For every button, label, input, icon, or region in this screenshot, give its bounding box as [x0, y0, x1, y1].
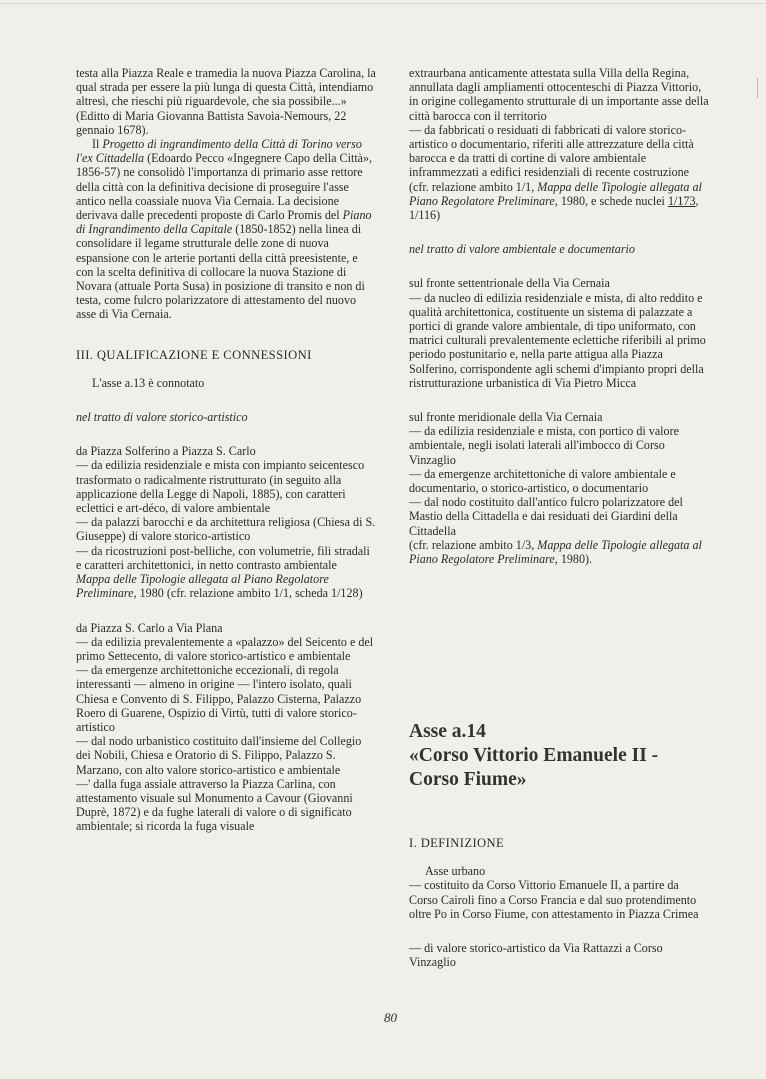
right-column	[409, 66, 709, 566]
reference: (cfr. relazione ambito 1/3, Mappa delle Tipologie allegata al Piano Regolatore Preliminare, 1980).	[409, 537, 702, 567]
reference: Mappa delle Tipologie allegata al Piano Regolatore Preliminare, 1980 (cfr. relazione ambito 1/1, scheda 1/128)	[76, 572, 363, 601]
list-item: — da emergenze architettoniche eccezionali, di regola interessanti — almeno in origine — l'intero isolato, quali Chiesa e Convento di S. Filippo, Palazzo Cisterna, Palazzo Roero di Guarene, Ospizio di Virtù, tutti di valore storico-artistico	[76, 663, 362, 734]
asse-title: Asse a.14	[409, 721, 486, 742]
list-item: — da edilizia residenziale e mista con impianto seicentesco trasformato o radicalmente ristrutturato (in seguito alla applicazione della Legge di Napoli, 1885), con caratteri eclettici e art-déco, di valore ambientale	[76, 458, 365, 516]
list-item: — dal nodo urbanistico costituito dall'insieme del Collegio dei Nobili, Chiesa e Oratorio di S. Filippo, Palazzo S. Marzano, con alto valore storico-artistico e ambientale	[76, 734, 362, 777]
asse-subtitle-2: Corso Fiume»	[409, 769, 527, 790]
paragraph-editto: testa alla Piazza Reale e tramedia la nuova Piazza Carolina, la qual strada per essere la più lunga di questa Città, intendiamo altresì, che rieschi più riguardevole, che sia possibile...» (Editto di Maria Giovanna Battista Savoia-Nemours, 22 gennaio 1678).	[76, 66, 376, 137]
segment-heading: da Piazza S. Carlo a Via Plana	[76, 620, 223, 635]
segment-heading: sul fronte meridionale della Via Cernaia	[409, 410, 603, 425]
list-item: — di valore storico-artistico da Via Rattazzi a Corso Vinzaglio	[409, 941, 663, 970]
list-item: — da nucleo di edilizia residenziale e mista, di alto reddito e qualità architettonica, costituente un sistema di palazzate a portici di grande valore ambientale, di tipo uniformato, con matrici culturali prevalentemente eclettiche riferibili al primo periodo postunitario e, nella parte attigua alla Piazza Solferino, corrispondente agli schemi d'impianto propri della ristrutturazione urbanistica di Via Pietro Micca	[409, 290, 706, 390]
reference: (cfr. relazione ambito 1/1, Mappa delle Tipologie allegata al Piano Regolatore Preliminare, 1980, e schede nuclei 1/173, 1/116)	[409, 179, 702, 223]
asse-heading	[409, 720, 739, 792]
top-rule	[0, 3, 766, 4]
list-item: — da edilizia prevalentemente a «palazzo» del Seicento e del primo Settecento, di valore storico-artistico e ambientale	[76, 634, 374, 663]
list-item: — dal nodo costituito dall'antico fulcro polarizzatore del Mastio della Cittadella e dai residuati dei Giardini della Cittadella	[409, 495, 683, 538]
list-item: — da fabbricati o residuati di fabbricati di valore storico-artistico o documentario, riferiti alle attrezzature della città barocca e da tratti di cortine di valore ambientale inframmezzati a edifici residenziali di recente costruzione	[409, 122, 694, 180]
tratto-heading: nel tratto di valore storico-artistico	[76, 410, 248, 425]
connotato-line: L'asse a.13 è connotato	[92, 375, 205, 390]
tratto-heading: nel tratto di valore ambientale e documentario	[409, 242, 635, 257]
section-heading-qualificazione: III. QUALIFICAZIONE E CONNESSIONI	[76, 347, 312, 362]
list-item: — da emergenze architettoniche di valore ambientale e documentario, o storico-artistico, o documentario	[409, 466, 676, 496]
left-column	[76, 66, 376, 834]
paragraph-continued: extraurbana anticamente attestata sulla Villa della Regina, annullata dagli ampliamenti ottocenteschi di Piazza Vittorio, in origine collegamento strutturale di un importante asse della città barocca con il territorio	[409, 66, 709, 123]
page-number: 80	[384, 1010, 397, 1025]
margin-mark	[757, 78, 758, 98]
asse-urbano-line: Asse urbano	[425, 864, 486, 879]
asse-subtitle-1: «Corso Vittorio Emanuele II -	[409, 745, 659, 766]
paragraph-progetto: Il Progetto di ingrandimento della Città di Torino verso l'ex Cittadella (Edoardo Pecco «Ingegnere Capo della Città», 1856-57) ne consolidò l'importanza di primario asse rettore della città con la definitiva decisione di proseguire l'asse antico nella coassiale nuova Via Cernaia. La decisione derivava dalle precedenti proposte di Carlo Promis del Piano di Ingrandimento della Capitale (1850-1852) nella linea di consolidare il legame strutturale delle zone di nuova espansione con le arterie portanti della città preesistente, e con la scelta definitiva di collocare la nuova Stazione di Novara (attuale Porta Susa) in posizione di transito e non di testa, come fulcro polarizzatore di attestamento del nuovo asse di Via Cernaia.	[76, 137, 373, 322]
segment-heading: da Piazza Solferino a Piazza S. Carlo	[76, 444, 256, 459]
definizione-block	[409, 836, 709, 969]
list-item: — da edilizia residenziale e mista, con portico di valore ambientale, negli isolati laterali all'imbocco di Corso Vinzaglio	[409, 424, 679, 467]
list-item: —' dalla fuga assiale attraverso la Piazza Carlina, con attestamento visuale sul Monumento a Cavour (Giovanni Duprè, 1872) e da fughe laterali di valore o di significato ambientale; si ricorda la fuga visuale	[76, 776, 353, 834]
list-item: — costituito da Corso Vittorio Emanuele II, a partire da Corso Cairoli fino a Corso Francia e dal suo protendimento oltre Po in Corso Fiume, con attestamento in Piazza Crimea	[409, 878, 699, 921]
list-item: — da palazzi barocchi e da architettura religiosa (Chiesa di S. Giuseppe) di valore storico-artistico	[76, 515, 376, 544]
segment-heading: sul fronte settentrionale della Via Cernaia	[409, 276, 610, 291]
section-heading-definizione: I. DEFINIZIONE	[409, 836, 505, 850]
list-item: — da ricostruzioni post-belliche, con volumetrie, fili stradali e caratteri architettonici, in netto contrasto ambientale	[76, 543, 370, 572]
